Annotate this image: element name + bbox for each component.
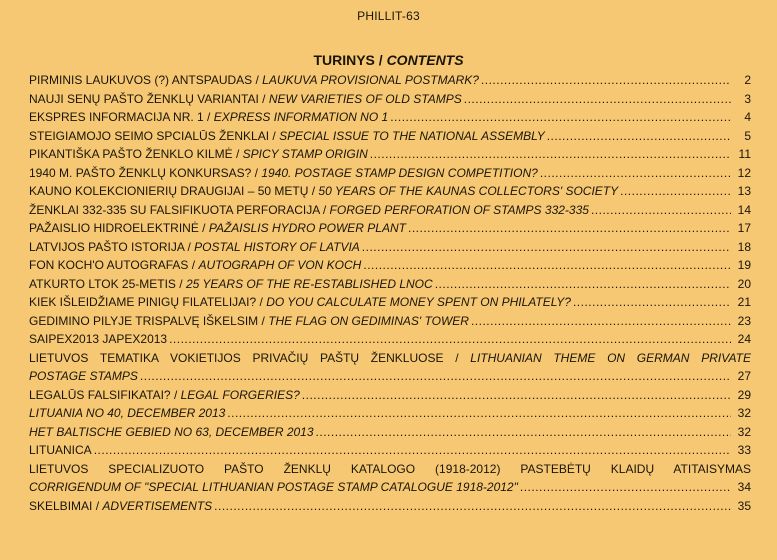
entry-title-lt: LATVIJOS PAŠTO ISTORIJA / [29,239,195,254]
entry-title-lt: SKELBIMAI / [29,498,103,513]
dot-leader [390,108,731,127]
dot-leader [363,256,731,275]
entry-title-lt: ATKURTO LTOK 25-METIS / [29,276,186,291]
page-header: PHILLIT-63 [357,9,420,23]
entry-page-number: 12 [737,165,751,180]
dot-leader [471,312,731,331]
entry-page-number: 24 [737,332,751,346]
toc-entry-line1[interactable] [29,460,751,479]
table-of-contents [29,71,751,515]
entry-title-en: 25 YEARS OF THE RE-ESTABLISHED LNOC [185,276,433,291]
toc-entry[interactable] [29,441,751,460]
dot-leader [591,201,731,220]
toc-entry[interactable] [29,423,751,442]
entry-title-lt: LIETUVOS TEMATIKA VOKIETIJOS PRIVAČIŲ PAŠTŲ ŽENKLUOSE / [29,350,471,365]
entry-page-number: 3 [744,91,751,106]
entry-title-en: 50 YEARS OF THE KAUNAS COLLECTORS' SOCIETY [318,184,619,198]
entry-title-en: EXPRESS INFORMATION NO 1 [213,110,389,124]
entry-page-number: 23 [737,313,751,328]
toc-entry-line2[interactable] [29,478,751,497]
toc-entry[interactable] [29,164,751,183]
entry-page-number: 32 [737,406,751,420]
toc-heading [0,52,777,68]
dot-leader [227,404,731,423]
entry-title-lt: 1940 M. PAŠTO ŽENKLŲ KONKURSAS? / [29,165,262,180]
entry-title-en: FORGED PERFORATION OF STAMPS 332-335 [329,202,589,217]
entry-page-number: 2 [744,73,751,87]
toc-entry[interactable] [29,330,751,349]
entry-title-en: POSTAL HISTORY OF LATVIA [194,239,360,254]
entry-title-en: THE FLAG ON GEDIMINAS' TOWER [268,313,469,328]
toc-entry[interactable] [29,90,751,109]
entry-page-number: 20 [737,276,751,291]
toc-entry-line1[interactable] [29,349,751,368]
entry-title-en: SPECIAL ISSUE TO THE NATIONAL ASSEMBLY [279,128,545,143]
toc-heading-lt: TURINYS / [313,52,383,68]
dot-leader [370,145,731,164]
toc-heading-en: CONTENTS [386,52,464,68]
toc-entry[interactable] [29,275,751,294]
entry-title-lt: KAUNO KOLEKCIONIERIŲ DRAUGIJAI – 50 METŲ / [29,184,319,198]
entry-title-lt: PIKANTIŠKA PAŠTO ŽENKLO KILMĖ / [29,147,243,161]
entry-title-en: LITHUANIAN THEME ON GERMAN PRIVATE [470,350,751,365]
entry-page-number: 33 [737,443,751,457]
dot-leader [169,330,731,349]
toc-entry[interactable] [29,201,751,220]
entry-title-lt: PIRMINIS LAUKUVOS (?) ANTSPAUDAS / [29,73,263,87]
toc-entry[interactable] [29,219,751,238]
entry-title-en: LITUANIA NO 40, DECEMBER 2013 [29,406,226,420]
entry-title-lt: LEGALŪS FALSIFIKATAI? / [29,387,181,402]
entry-title-en: SPICY STAMP ORIGIN [242,147,368,161]
toc-entry[interactable] [29,386,751,405]
dot-leader [547,127,731,146]
dot-leader [620,182,731,201]
entry-title-lt: STEIGIAMOJO SEIMO SPCIALŪS ŽENKLAI / [29,128,280,143]
dot-leader [302,386,731,405]
entry-title-en: CORRIGENDUM OF "SPECIAL LITHUANIAN POSTAGE STAMP CATALOGUE 1918-2012" [29,480,518,494]
entry-page-number: 14 [737,202,751,217]
entry-page-number: 29 [737,387,751,402]
dot-leader [94,441,731,460]
toc-entry[interactable] [29,182,751,201]
entry-title-en: HET BALTISCHE GEBIED NO 63, DECEMBER 2013 [29,424,314,439]
entry-page-number: 35 [737,498,751,513]
toc-entry[interactable] [29,108,751,127]
entry-title-lt: KIEK IŠLEIDŽIAME PINIGŲ FILATELIJAI? / [29,295,267,309]
toc-entry-line2[interactable] [29,367,751,386]
entry-title-lt: GEDIMINO PILYJE TRISPALVĘ IŠKELSIM / [29,313,269,328]
entry-title-en: PAŽAISLIS HYDRO POWER PLANT [208,221,406,235]
entry-page-number: 18 [737,239,751,254]
dot-leader [540,164,731,183]
entry-title-lt: LITUANICA [29,443,92,457]
dot-leader [316,423,731,442]
dot-leader [408,219,731,238]
dot-leader [520,478,731,497]
entry-page-number: 5 [744,128,751,143]
dot-leader [573,293,731,312]
dot-leader [214,497,731,516]
toc-entry[interactable] [29,293,751,312]
entry-title-en: 1940. POSTAGE STAMP DESIGN COMPETITION? [261,165,538,180]
entry-title-en: AUTOGRAPH OF VON KOCH [198,258,362,272]
entry-title-lt: PAŽAISLIO HIDROELEKTRINĖ / [29,221,209,235]
toc-entry[interactable] [29,404,751,423]
entry-title-lt: NAUJI SENŲ PAŠTO ŽENKLŲ VARIANTAI / [29,91,269,106]
entry-title-lt: LIETUVOS SPECIALIZUOTO PAŠTO ŽENKLŲ KATALOGO (1918-2012) PASTEBĖTŲ KLAIDŲ ATITAISYMAS [29,461,751,476]
entry-title-lt: FON KOCH'O AUTOGRAFAS / [29,258,199,272]
entry-title-en: DO YOU CALCULATE MONEY SPENT ON PHILATELY? [266,295,571,309]
toc-entry[interactable] [29,145,751,164]
toc-entry[interactable] [29,312,751,331]
entry-title-lt: EKSPRES INFORMACIJA NR. 1 / [29,110,214,124]
dot-leader [140,367,731,386]
toc-entry[interactable] [29,127,751,146]
entry-title-en-continued: POSTAGE STAMPS [29,369,138,383]
dot-leader [435,275,731,294]
entry-page-number: 17 [737,221,751,235]
entry-page-number: 21 [737,295,751,309]
entry-page-number: 32 [737,424,751,439]
entry-title-lt: ŽENKLAI 332-335 SU FALSIFIKUOTA PERFORACIJA / [29,202,330,217]
entry-page-number: 13 [737,184,751,198]
entry-page-number: 34 [737,480,751,494]
entry-title-lt: SAIPEX2013 JAPEX2013 [29,332,168,346]
entry-page-number: 19 [737,258,751,272]
toc-entry[interactable] [29,497,751,516]
dot-leader [362,238,731,257]
entry-title-en: LAUKUVA PROVISIONAL POSTMARK? [262,73,479,87]
dot-leader [464,90,731,109]
entry-title-en: NEW VARIETIES OF OLD STAMPS [268,91,462,106]
toc-entry[interactable] [29,238,751,257]
entry-page-number: 27 [737,369,751,383]
entry-title-en: ADVERTISEMENTS [102,498,213,513]
entry-title-en: LEGAL FORGERIES? [180,387,300,402]
entry-page-number: 4 [744,110,751,124]
dot-leader [481,71,731,90]
toc-entry[interactable] [29,71,751,90]
toc-entry[interactable] [29,256,751,275]
entry-page-number: 11 [738,147,751,161]
